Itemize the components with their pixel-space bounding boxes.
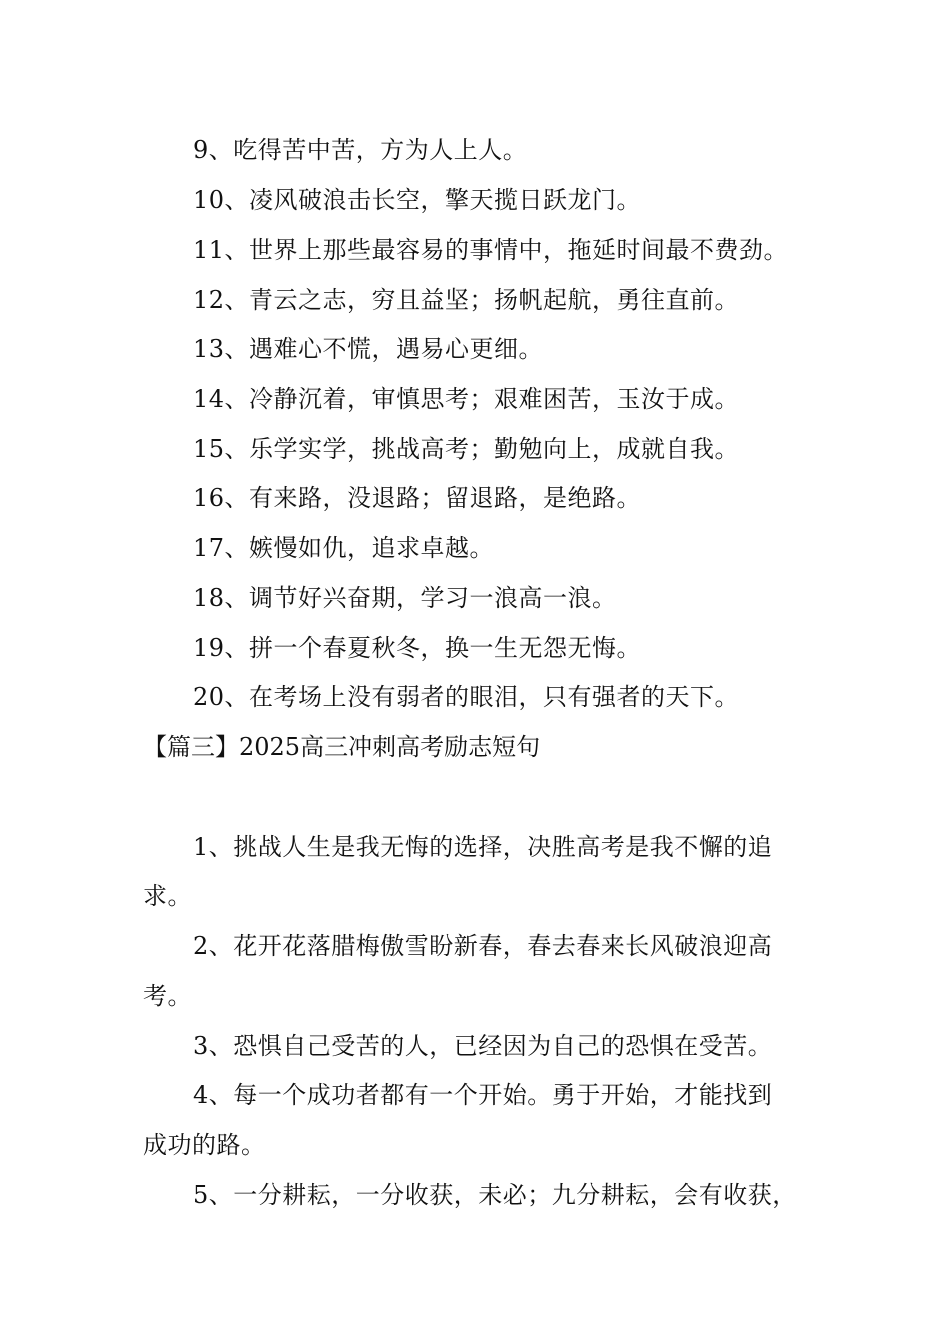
section-heading: 【篇三】2025高三冲刺高考励志短句	[143, 733, 541, 761]
list-item: 9、吃得苦中苦，方为人上人。	[193, 136, 528, 164]
list-item: 18、调节好兴奋期，学习一浪高一浪。	[193, 584, 617, 612]
list-item: 15、乐学实学，挑战高考；勤勉向上，成就自我。	[193, 435, 740, 463]
list-item: 19、拼一个春夏秋冬，换一生无怨无悔。	[193, 634, 642, 662]
list-item: 20、在考场上没有弱者的眼泪，只有强者的天下。	[193, 683, 740, 711]
list-item-continuation: 考。	[143, 982, 192, 1010]
list-item-continuation: 求。	[143, 882, 192, 910]
list-item: 1、挑战人生是我无悔的选择，决胜高考是我不懈的追	[193, 833, 773, 861]
list-item: 11、世界上那些最容易的事情中，拖延时间最不费劲。	[193, 236, 789, 264]
list-item: 14、冷静沉着，审慎思考；艰难困苦，玉汝于成。	[193, 385, 740, 413]
list-item: 5、一分耕耘，一分收获，未必；九分耕耘，会有收获，	[193, 1181, 797, 1209]
list-item: 2、花开花落腊梅傲雪盼新春，春去春来长风破浪迎高	[193, 932, 773, 960]
list-item: 16、有来路，没退路；留退路，是绝路。	[193, 484, 642, 512]
list-item-continuation: 成功的路。	[143, 1131, 266, 1159]
list-item: 13、遇难心不慌，遇易心更细。	[193, 335, 544, 363]
list-item: 10、凌风破浪击长空，擎天揽日跃龙门。	[193, 186, 642, 214]
list-item: 17、嫉慢如仇，追求卓越。	[193, 534, 495, 562]
list-item: 12、青云之志，穷且益坚；扬帆起航，勇往直前。	[193, 286, 740, 314]
list-item: 3、恐惧自己受苦的人，已经因为自己的恐惧在受苦。	[193, 1032, 773, 1060]
list-item: 4、每一个成功者都有一个开始。勇于开始，才能找到	[193, 1081, 773, 1109]
